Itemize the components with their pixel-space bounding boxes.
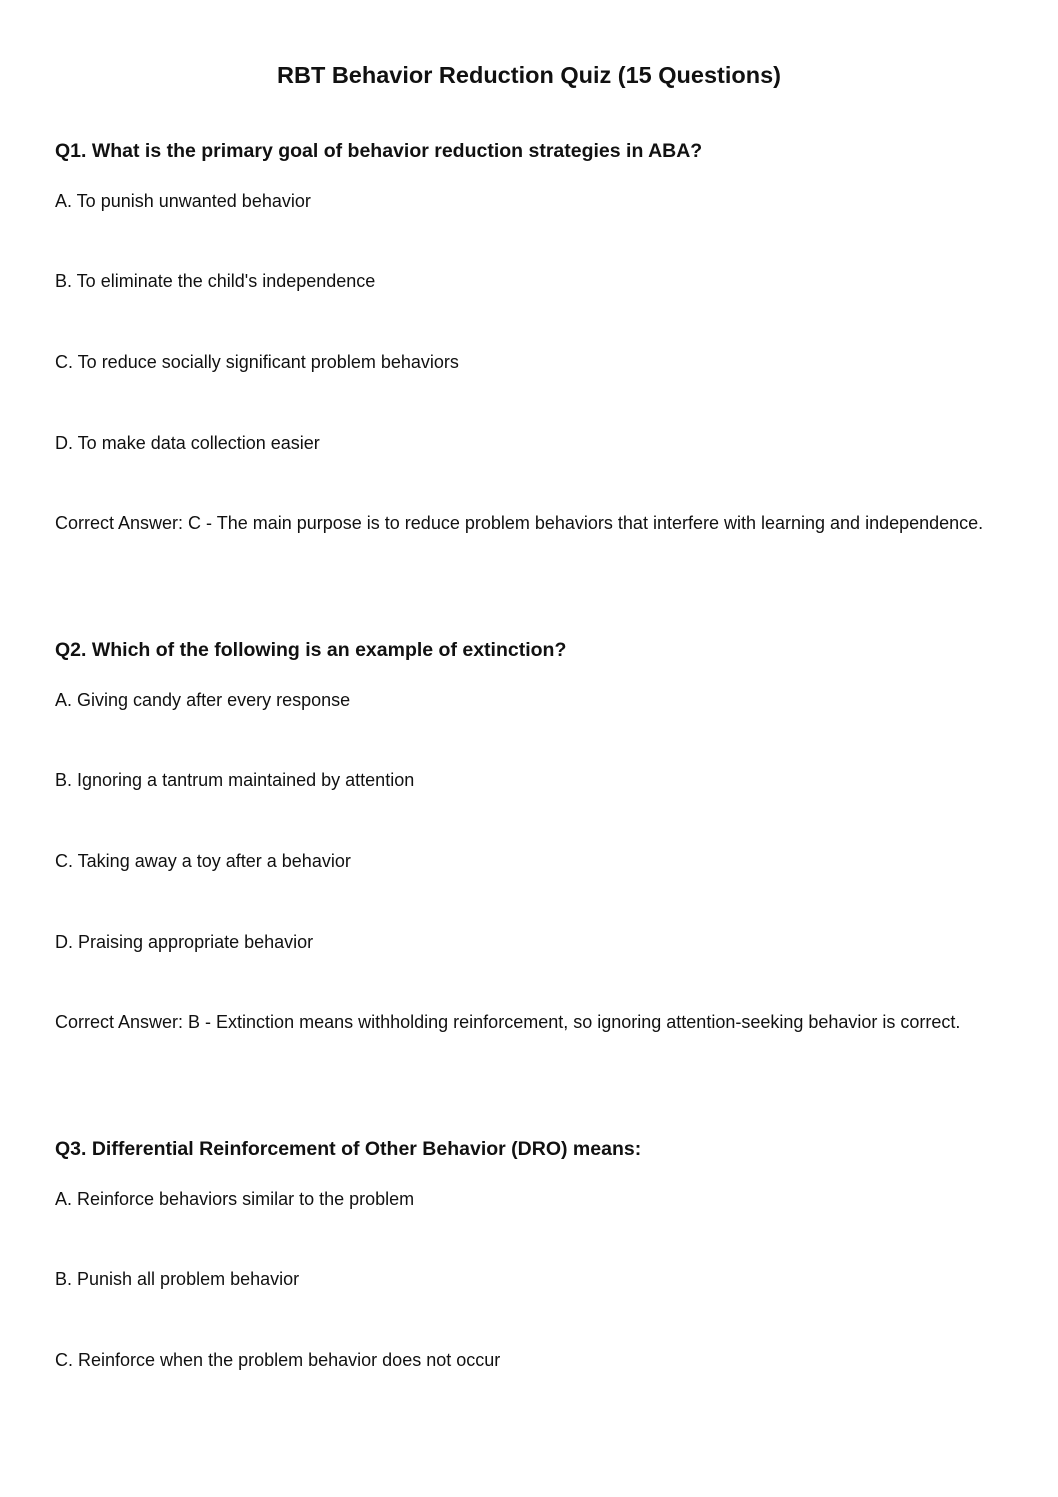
question-3-text: Q3. Differential Reinforcement of Other Behavior (DRO) means: [55, 1138, 642, 1160]
question-3-option-b: B. Punish all problem behavior [55, 1269, 300, 1289]
question-2-option-b: B. Ignoring a tantrum maintained by attention [55, 770, 415, 790]
question-1-answer: Correct Answer: C - The main purpose is to reduce problem behaviors that interfere with learning and independence. [55, 513, 984, 533]
question-3-option-a: A. Reinforce behaviors similar to the problem [55, 1189, 415, 1209]
question-3-option-c: C. Reinforce when the problem behavior does not occur [55, 1350, 501, 1370]
question-2-option-d: D. Praising appropriate behavior [55, 932, 314, 952]
question-1-option-c: C. To reduce socially significant problem behaviors [55, 352, 459, 372]
question-2-option-a: A. Giving candy after every response [55, 690, 351, 710]
question-1-text: Q1. What is the primary goal of behavior reduction strategies in ABA? [55, 140, 703, 162]
question-1-option-d: D. To make data collection easier [55, 433, 320, 453]
question-2-text: Q2. Which of the following is an example of extinction? [55, 639, 567, 661]
question-2-answer: Correct Answer: B - Extinction means withholding reinforcement, so ignoring attention-seeking behavior is correct. [55, 1012, 961, 1032]
question-1-option-a: A. To punish unwanted behavior [55, 191, 311, 211]
document-title: RBT Behavior Reduction Quiz (15 Questions) [277, 62, 781, 88]
question-1-option-b: B. To eliminate the child's independence [55, 271, 376, 291]
question-2-option-c: C. Taking away a toy after a behavior [55, 851, 351, 871]
